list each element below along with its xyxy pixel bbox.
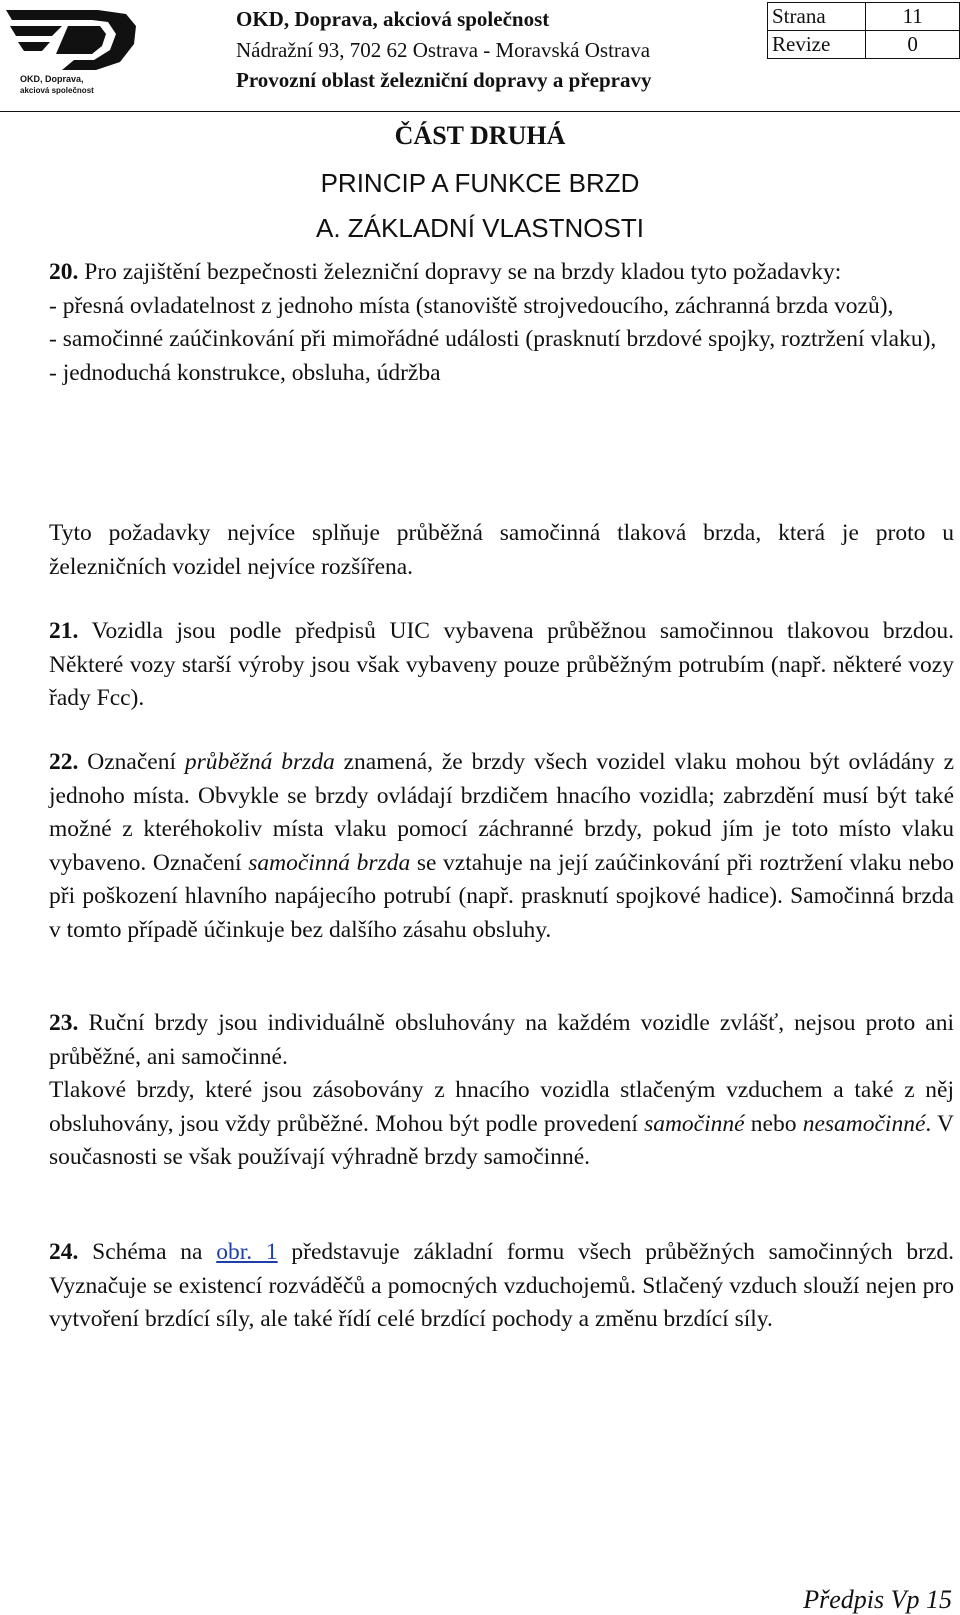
paragraph-23-continued xyxy=(49,1074,954,1175)
section-heading: A. ZÁKLADNÍ VLASTNOSTI xyxy=(316,213,644,243)
company-logo xyxy=(2,4,140,96)
paragraph-21 xyxy=(49,615,954,716)
meta-label-revision: Revize xyxy=(768,31,866,59)
paragraph-24 xyxy=(49,1236,954,1337)
list-item: - přesná ovladatelnost z jednoho místa (stanoviště strojvedoucího, záchranná brzda vozů), xyxy=(49,292,894,319)
chapter-title: PRINCIP A FUNKCE BRZD xyxy=(320,168,640,198)
company-address: Nádražní 93, 702 62 Ostrava - Moravská Ostrava xyxy=(236,37,651,62)
paragraph-22 xyxy=(49,746,954,948)
paragraph-number: 23. xyxy=(49,1010,79,1036)
figure-link[interactable]: obr. 1 xyxy=(216,1239,278,1265)
header-text xyxy=(236,4,652,96)
paragraph-23 xyxy=(49,1007,954,1175)
paragraph-number: 24. xyxy=(49,1239,79,1265)
paragraph-text: Vozidla jsou podle předpisů UIC vybavena průběžnou samočinnou tlakovou brzdou. Některé vozy starší výroby jsou však vybaveny pouze průběžným potrubím (např. některé vozy řady Fcc). xyxy=(49,618,954,712)
paragraph-20-conclusion: Tyto požadavky nejvíce splňuje průběžná samočinná tlaková brzda, která je proto u železničních vozidel nejvíce rozšířena. xyxy=(49,520,954,580)
paragraph-text: nebo xyxy=(744,1110,803,1137)
logo-subtext: akciová společnost xyxy=(20,86,94,95)
meta-row-page xyxy=(768,3,960,31)
footer-document-code: Předpis Vp 15 xyxy=(803,1585,952,1614)
paragraph-number: 20. xyxy=(49,259,79,285)
paragraph-text: Označení xyxy=(78,749,185,775)
meta-label-page: Strana xyxy=(768,3,866,31)
paragraph-text: se vztahuje na její zaúčinkování při roztržení vlaku nebo při poškození hlavního napájecího potrubí (např. prasknutí spojkové hadice). Samočinná brzda v tomto případě účinkuje bez dalšího zásahu obsluhy. xyxy=(49,849,954,943)
paragraph-text: znamená, že brzdy všech vozidel vlaku mohou být ovládány z jednoho místa. Obvykle se brzdy ovládají brzdičem hnacího vozidla; zabrzdění musí být také možné z kteréhokoliv místa vlaku pomocí záchranné brzdy, pokud jím je toto místo vlaku vybaveno. Označení xyxy=(49,749,954,876)
meta-row-revision xyxy=(768,31,960,59)
paragraph-number: 21. xyxy=(49,618,79,644)
paragraph-number: 22. xyxy=(49,749,79,775)
logo-text-okd: OKD, Doprava, xyxy=(20,74,84,84)
paragraph-text: Pro zajištění bezpečnosti železniční dopravy se na brzdy kladou tyto požadavky: xyxy=(78,259,842,285)
paragraph-text: Schéma na xyxy=(78,1239,217,1265)
meta-value-page: 11 xyxy=(866,3,960,31)
page-meta-table xyxy=(767,2,960,59)
paragraph-text: Tlakové brzdy, které jsou zásobovány z hnacího vozidla stlačeným vzduchem a také z něj obsluhovány, jsou vždy průběžné. Mohou být podle provedení xyxy=(49,1077,954,1137)
term-automatic-brake: samočinná brzda xyxy=(248,849,411,876)
paragraph-text: . V současnosti se však používají výhradně brzdy samočinné. xyxy=(49,1110,955,1171)
meta-value-revision: 0 xyxy=(866,31,960,59)
term-continuous-brake: průběžná brzda xyxy=(184,749,335,775)
term-non-automatic: nesamočinné xyxy=(802,1110,926,1137)
department: Provozní oblast železniční dopravy a přepravy xyxy=(236,68,652,92)
company-name: OKD, Doprava, akciová společnost xyxy=(236,7,550,31)
paragraph-text: Ruční brzdy jsou individuálně obsluhovány na každém vozidle zvlášť, nejsou proto ani průběžné, ani samočinné. xyxy=(49,1010,954,1070)
part-heading: ČÁST DRUHÁ xyxy=(394,121,566,150)
paragraph-20 xyxy=(49,256,954,390)
header-rule xyxy=(0,111,960,112)
list-item: - samočinné zaúčinkování při mimořádné události (prasknutí brzdové spojky, roztržení vlaku), xyxy=(49,326,937,353)
list-item: - jednoduchá konstrukce, obsluha, údržba xyxy=(49,359,441,386)
term-automatic: samočinné xyxy=(644,1110,745,1137)
paragraph-text: představuje základní formu všech průběžných samočinných brzd. Vyznačuje se existencí rozváděčů a pomocných vzduchojemů. Stlačený vzduch slouží nejen pro vytvoření brzdící síly, ale také řídí celé brzdící pochody a změnu brzdící síly. xyxy=(49,1239,955,1333)
